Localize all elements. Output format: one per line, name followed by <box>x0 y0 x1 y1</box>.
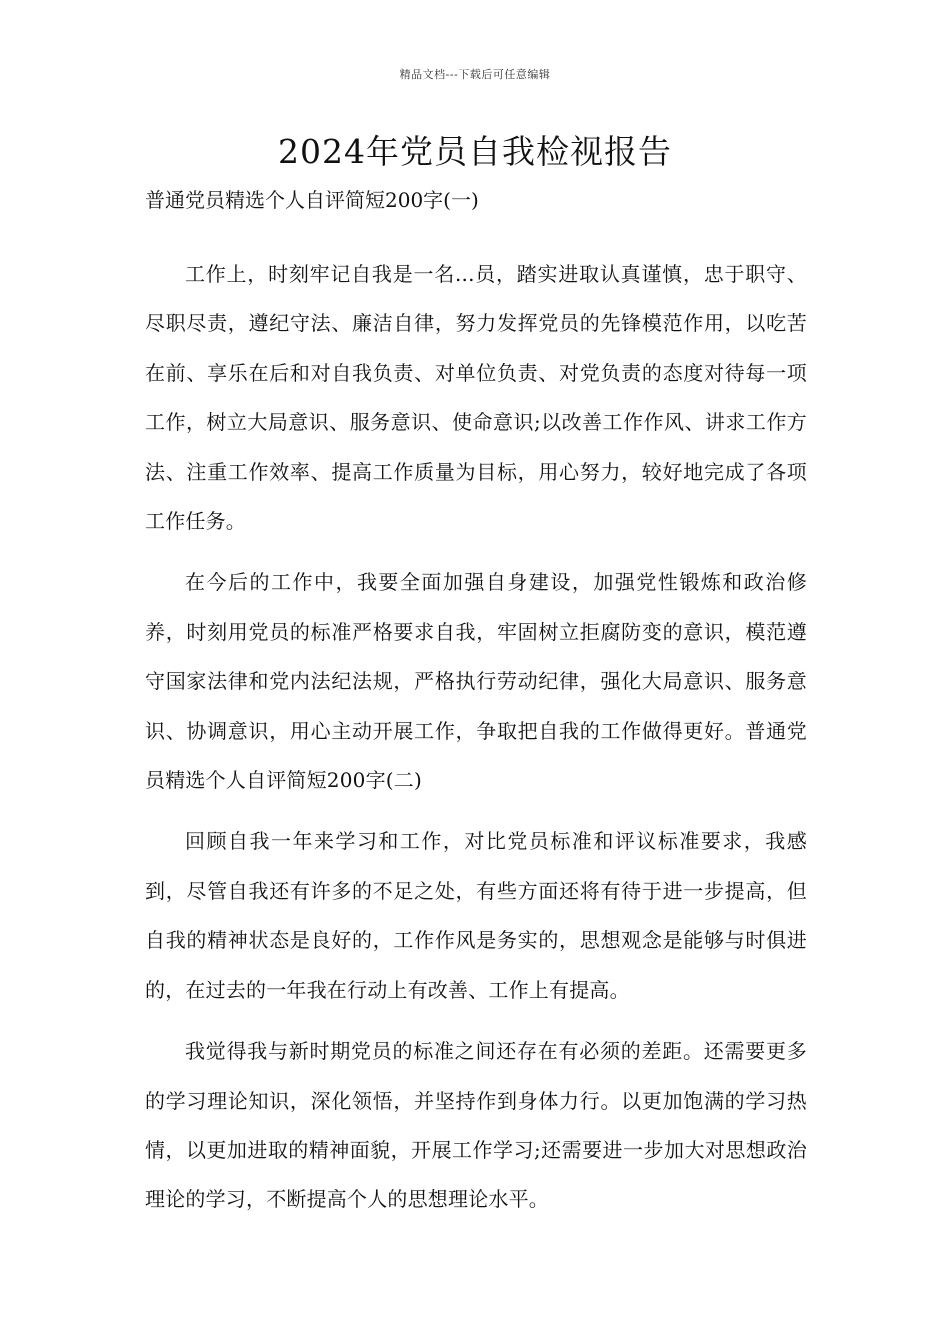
document-body <box>145 180 807 1225</box>
section-heading-2: 普通党员精选个人自评简短200字(二) <box>145 718 807 793</box>
paragraph-2-text: 在今后的工作中，我要全面加强自身建设，加强党性锻炼和政治修养，时刻用党员的标准严格要求自我，牢固树立拒腐防变的意识，模范遵守国家法律和党内法纪法规，严格执行劳动纪律，强化大局意识、服务意识、协调意识，用心主动开展工作，争取把自我的工作做得更好。 <box>145 570 807 743</box>
header-note: 精品文档---下载后可任意编辑 <box>399 68 551 81</box>
paragraph-4: 我觉得我与新时期党员的标准之间还存在有必须的差距。还需要更多的学习理论知识，深化领悟，并坚持作到身体力行。以更加饱满的学习热情，以更加进取的精神面貌，开展工作学习;还需要进一步加大对思想政治理论的学习，不断提高个人的思想理论水平。 <box>145 1039 807 1212</box>
document-title: 2024年党员自我检视报告 <box>278 132 672 171</box>
section-heading-1: 普通党员精选个人自评简短200字(一) <box>145 188 479 212</box>
paragraph-2 <box>145 558 807 805</box>
paragraph-3: 回顾自我一年来学习和工作，对比党员标准和评议标准要求，我感到，尽管自我还有许多的不足之处，有些方面还将有待于进一步提高，但自我的精神状态是良好的，工作作风是务实的，思想观念是能够与时俱进的，在过去的一年我在行动上有改善、工作上有提高。 <box>145 829 807 1002</box>
paragraph-1: 工作上，时刻牢记自我是一名...员，踏实进取认真谨慎，忠于职守、尽职尽责，遵纪守法、廉洁自律，努力发挥党员的先锋模范作用，以吃苦在前、享乐在后和对自我负责、对单位负责、对党负责的态度对待每一项工作，树立大局意识、服务意识、使命意识;以改善工作作风、讲求工作方法、注重工作效率、提高工作质量为目标，用心努力，较好地完成了各项工作任务。 <box>145 262 807 534</box>
